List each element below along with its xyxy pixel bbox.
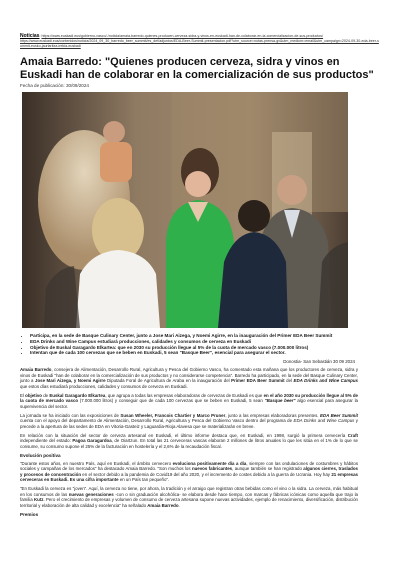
attachment-url-link[interactable]: https://www.euskadi.eus/contenidos/noticia/2024_09_30_barredo_beer_summit/es_def/adjuntos/EDA-Beer-Summit-presentacion.pdf?utm_source=notas-prensa-gv&utm_medium=email&utm_campaign=2024-09-30-eda-beer-summit-eusko-jaurlaritza-irekia-euskadi xyxy=(20,39,379,48)
body-paragraph xyxy=(20,367,358,389)
text: (7.000.000 litros) y conseguir que de cada 100 cervezas que se beben en Euskadi, 5 sean xyxy=(78,398,265,404)
text: Diputada Foral de Agricultura de Araba en la inauguración del xyxy=(105,378,232,384)
text: , siempre con las ondulaciones de costumbres y hábitos sociales y campañas de los mercados" ha destacado Amaia Barredo. "Son muchos los xyxy=(20,460,359,472)
article-photo xyxy=(22,92,348,328)
bold-italic-text: EDA Drinks and Wine Campus xyxy=(293,378,358,384)
text: algo esencial para asegurar la supervivencia del sector. xyxy=(20,398,358,409)
section-label[interactable]: Noticias xyxy=(20,33,40,39)
bold-italic-text: EDA Beer Summit xyxy=(320,412,359,418)
text: "En Euskadi la cerveza es "joven". Aquí, la cerveza no tiene, por ahora, la tradición y el arraigo que registran otras bebidas como el vino o la sidra. La cerveza, más habitual en los consumos de las xyxy=(20,486,358,497)
text: . Pero el crecimiento de empresas y volumen de consumo de cerveza artesana supone nuevas actividades, ejemplo de renacimiento, diversificación, distribución territorial y elaboración de alta calidad y excelencia" ha señalado xyxy=(20,497,358,508)
article xyxy=(20,34,380,520)
bold-text: objetivo xyxy=(25,392,42,398)
bold-text: Amaia Barredo xyxy=(20,367,52,373)
text: "Durante estos años, en nuestro País, aquí en Euskadi, el ámbito cervecero xyxy=(20,460,173,466)
bold-text: Craft xyxy=(347,432,358,438)
bold-text: algunos cierres, traslados y procesos de concentración xyxy=(20,466,358,477)
bold-text: Primer EDA Beer Summit xyxy=(231,378,285,384)
bold-text: Euskal Garagardo Elkartea xyxy=(49,392,106,398)
text: independiente del estado: xyxy=(20,438,73,444)
section-heading: Evolución positiva xyxy=(20,452,61,458)
key-point: • Objetivo de Euskal Garagardo Elkartea: que en 2030 su producción llegue al 5% de la cuota de mercado vasco (7.000.000 litros) xyxy=(30,345,380,351)
bold-text: Susan Wheeler, Francois Chartier y Marco Pruner xyxy=(120,412,226,418)
text: de xyxy=(42,392,50,398)
text: La jornada se ha iniciado con las exposiciones de xyxy=(20,412,121,418)
italic-text: EDA Drinks and Wine Campus xyxy=(293,418,355,424)
dateline: Donostia- San Sebastián 30 09 2024 xyxy=(283,359,355,365)
text: , aunque también se han registrado xyxy=(232,466,304,472)
article-title: Amaia Barredo: "Quienes producen cerveza, sidra y vinos en Euskadi han de colaborar en la comercialización de sus productos" xyxy=(20,56,374,81)
header-url-line: Noticias: https://www.euskadi.eus/gobierno-vasco/-/noticia/amaia-barredo-quienes-producen-cerveza-sidra-y-vinos-en-euskadi-han-de-colaborar-en-la-comercializacion-de-sus-productos/ xyxy=(20,33,324,39)
bold-text: nuevos fabricantes xyxy=(191,466,233,472)
key-point: • Intentan que de cada 100 cervezas que se beben en Euskadi, 5 sean "Basque Beer", esencial para asegurar el sector. xyxy=(30,350,380,356)
body-paragraph xyxy=(20,393,358,410)
text: El xyxy=(20,392,26,398)
body-paragraph xyxy=(20,486,358,508)
text: , consejera de Alimentación, Desarrollo Rural, Agricultura y Pesca del Gobierno Vasco, ha comentado esta mañana que los productores de cerveza, sidra y vinos de Euskadi "han de colaborar en la comercialización de sus productos y no considerarse competencia". Barredo ha participado, en la sede del Basque Culinary Center, junto a xyxy=(20,367,359,384)
bold-text: Amaia Barredo xyxy=(147,502,179,508)
text: -con o sin graduación alcohólica- se elabora desde hace tiempo, con marcas y fábricas icónicas como aquella que trajo la familia xyxy=(20,491,358,503)
text: , que agrupa a todas las empresas elaboradoras de cervezas de Euskadi es que xyxy=(105,392,264,398)
body-paragraph xyxy=(20,413,358,430)
bold-text: Kutz xyxy=(33,497,44,503)
bold-italic-text: "Basque beer" xyxy=(264,398,296,404)
text: , junto a las empresas elaboradoras presentes. xyxy=(225,412,321,418)
bold-text: nuevas generaciones xyxy=(68,491,114,497)
key-points-list xyxy=(22,333,380,356)
photo-illustration xyxy=(22,92,348,328)
bold-text: 21 empresas cerveceras en Euskadi. Es una cifra importante xyxy=(20,471,358,483)
body-paragraph xyxy=(20,461,358,483)
section-heading: Premios xyxy=(20,511,39,517)
text: cuenta con el apoyo del departamento de Alimentación, Desarrollo Rural, Agricultura y Pesca del Gobierno Vasco dentro del programa de xyxy=(20,418,294,424)
body-paragraph xyxy=(20,433,358,450)
text: , de Oiartzun. En total las 21 cerveceras vascas elaboran 2 millones de litros anuales lo que les sitúa en el 1% de lo que se consume, su consumo supone el 25% de la facturación en hostelería y el 2,6% de la recaudación fiscal. xyxy=(20,438,358,449)
text: en un País tan pequeño". xyxy=(118,477,170,483)
text: del xyxy=(284,378,294,384)
key-point: • Participa, en la sede de Basque Culinary Center, junto a Jose Mari Aizega, y Noemi Agirre, en la inauguración del Primer EDA Beer Summit xyxy=(30,333,380,339)
bold-text: evoluciona positivamente día a día xyxy=(172,460,247,466)
text: . xyxy=(178,502,180,508)
text: en el sector debido a la pandemia de Covid19 del año 2020, y el incremento de costes debido a la guerra de Ucrania. Hoy hay xyxy=(81,471,332,477)
bold-text: Pagoa Garagardoa xyxy=(72,438,112,444)
key-point: • EDA Drinks and Wine Campus estudiará producciones, calidades y consumos de cerveza en Euskadi xyxy=(30,339,380,345)
bold-text: en el año 2030 su producción llegue al 5% de la cuota de mercado vasco xyxy=(20,392,359,404)
text: y precede a la apertura de las sedes de EDA en Vitoria-Gasteiz y Laguardia-Rioja Alavesa que se materializarán en breve. xyxy=(20,418,359,429)
text: que estos días estudiará producciones, calidades y consumos de cerveza en Euskadi. xyxy=(20,383,188,389)
article-url-link[interactable]: https://www.euskadi.eus/gobierno-vasco/-/noticia/amaia-barredo-quienes-producen-cerveza-sidra-y-vinos-en-euskadi-han-de-colaborar-en-la-comercializacion-de-sus-productos/ xyxy=(41,34,324,38)
text: En relación con la situación del sector de cerveza artesanal en Euskadi, el último informe destaca que, en Euskadi, en 1998, surgió la primera cervecería xyxy=(20,432,348,438)
bold-text: Jose Mari Aizega, y Noemi Agirre xyxy=(35,378,106,384)
publication-date: Fecha de publicación: 30/09/2024 xyxy=(20,83,89,88)
